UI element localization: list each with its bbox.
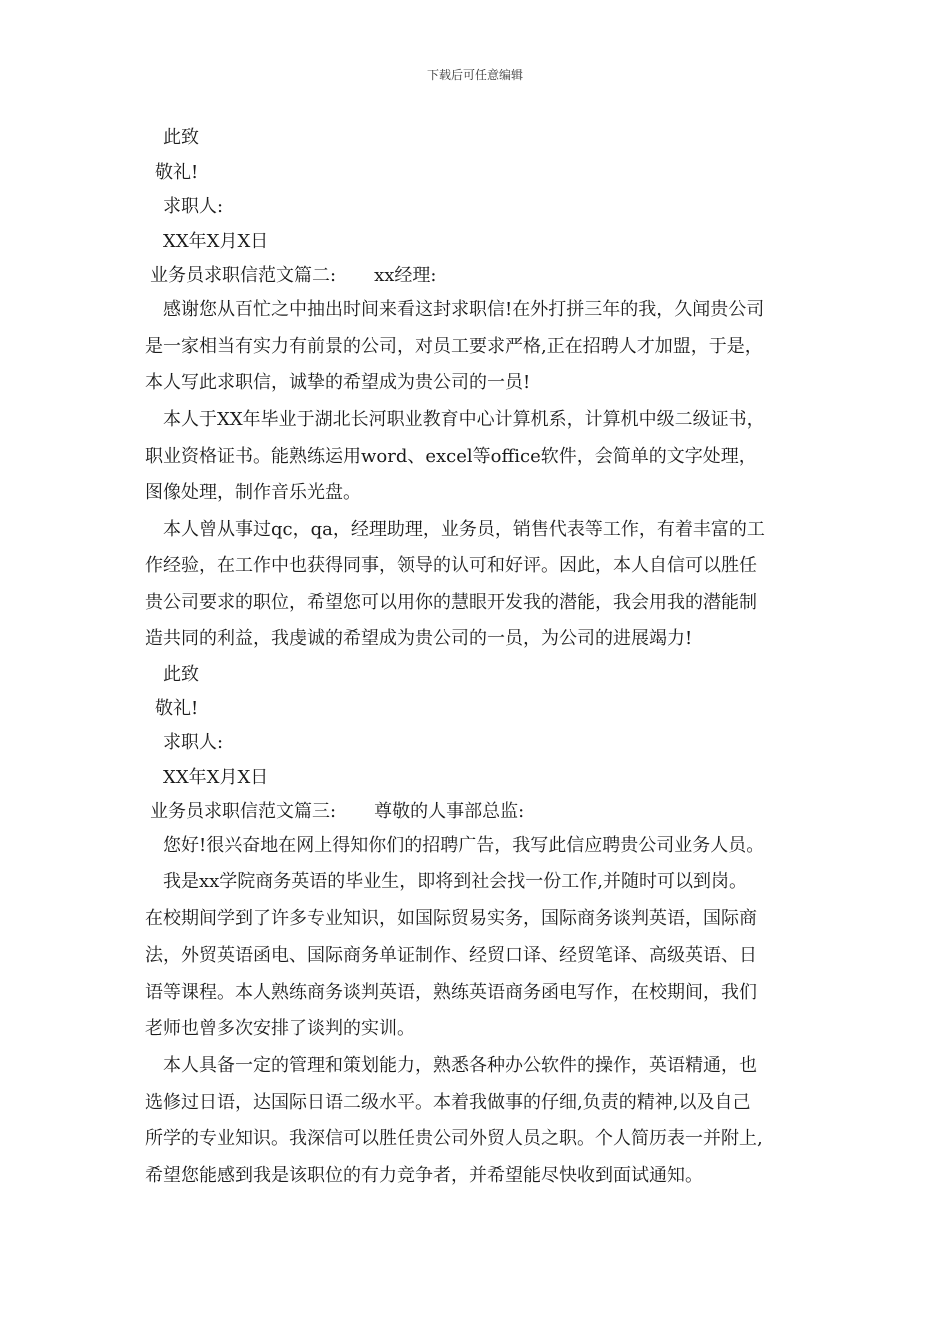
paragraph-line: 您好!很兴奋地在网上得知你们的招聘广告，我写此信应聘贵公司业务人员。: [163, 835, 765, 856]
paragraph-line: 我是xx学院商务英语的毕业生，即将到社会找一份工作,并随时可以到岗。: [163, 871, 748, 892]
paragraph-line: 语等课程。本人熟练商务谈判英语，熟练英语商务函电写作，在校期间，我们: [145, 982, 757, 1003]
addressee: 尊敬的人事部总监:: [374, 801, 525, 822]
paragraph-line: 感谢您从百忙之中抽出时间来看这封求职信!在外打拼三年的我，久闻贵公司: [163, 299, 765, 320]
paragraph-line: 作经验，在工作中也获得同事，领导的认可和好评。因此，本人自信可以胜任: [145, 555, 757, 576]
salutation-line: 敬礼!: [155, 698, 199, 719]
paragraph-line: 是一家相当有实力有前景的公司，对员工要求严格,正在招聘人才加盟，于是，: [145, 336, 763, 357]
section-heading-3: [150, 800, 524, 824]
paragraph-line: 所学的专业知识。我深信可以胜任贵公司外贸人员之职。个人简历表一并附上,: [145, 1128, 763, 1149]
date-line: XX年X月X日: [163, 767, 269, 788]
paragraph-line: 本人于XX年毕业于湖北长河职业教育中心计算机系，计算机中级二级证书，: [163, 409, 765, 430]
section-title: 业务员求职信范文篇二:: [150, 265, 337, 286]
addressee: xx经理:: [374, 265, 437, 286]
paragraph-line: 贵公司要求的职位，希望您可以用你的慧眼开发我的潜能，我会用我的潜能制: [145, 592, 757, 613]
closing-line: 此致: [163, 127, 199, 148]
section-title: 业务员求职信范文篇三:: [150, 801, 337, 822]
salutation-line: 敬礼!: [155, 162, 199, 183]
date-line: XX年X月X日: [163, 231, 269, 252]
section-heading-2: [150, 264, 436, 288]
signature-label: 求职人:: [163, 196, 224, 217]
paragraph-line: 法，外贸英语函电、国际商务单证制作、经贸口译、经贸笔译、高级英语、日: [145, 945, 757, 966]
paragraph-line: 造共同的利益，我虔诚的希望成为贵公司的一员，为公司的进展竭力!: [145, 628, 693, 649]
paragraph-line: 选修过日语，达国际日语二级水平。本着我做事的仔细,负责的精神,以及自己: [145, 1092, 751, 1113]
page-header: 下载后可任意编辑: [426, 68, 523, 82]
paragraph-line: 在校期间学到了许多专业知识，如国际贸易实务，国际商务谈判英语，国际商: [145, 908, 757, 929]
paragraph-line: 职业资格证书。能熟练运用word、excel等office软件，会简单的文字处理，: [145, 446, 757, 467]
signature-label: 求职人:: [163, 732, 224, 753]
closing-line: 此致: [163, 664, 199, 685]
paragraph-line: 希望您能感到我是该职位的有力竞争者，并希望能尽快收到面试通知。: [145, 1165, 703, 1186]
paragraph-line: 老师也曾多次安排了谈判的实训。: [145, 1018, 415, 1039]
paragraph-line: 本人具备一定的管理和策划能力，熟悉各种办公软件的操作，英语精通，也: [163, 1055, 757, 1076]
paragraph-line: 图像处理，制作音乐光盘。: [145, 482, 361, 503]
paragraph-line: 本人写此求职信，诚挚的希望成为贵公司的一员!: [145, 372, 531, 393]
paragraph-line: 本人曾从事过qc，qa，经理助理，业务员，销售代表等工作，有着丰富的工: [163, 519, 765, 540]
